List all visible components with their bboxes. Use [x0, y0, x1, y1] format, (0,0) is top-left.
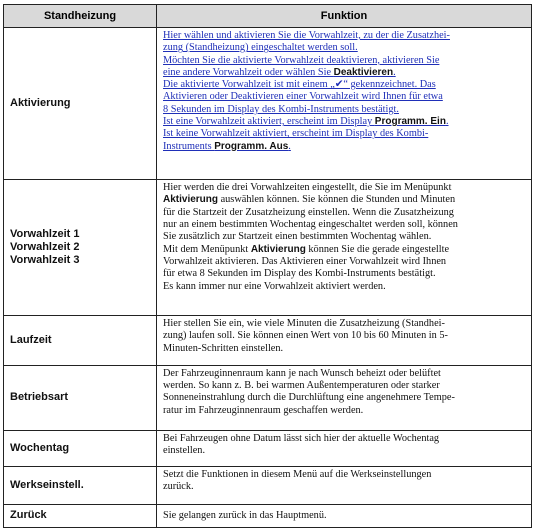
row-description-zurueck	[157, 504, 532, 527]
row-label-aktivierung: Aktivierung	[4, 28, 157, 180]
row-label-betriebsart: Betriebsart	[4, 365, 157, 430]
text-run: Ist keine Vorwahlzeit aktiviert, erscheint im Display des Kombi-	[163, 128, 429, 140]
text-run: .	[393, 66, 396, 78]
text-run: zurück.	[163, 481, 194, 493]
text-run: Ist eine Vorwahlzeit aktiviert, erscheint im Display	[163, 116, 375, 128]
row-label-line: Vorwahlzeit 3	[10, 254, 80, 267]
row-description-wochentag	[157, 430, 532, 467]
text-run: Sie gelangen zurück in das Hauptmenü.	[163, 509, 327, 521]
text-run: einstellen.	[163, 444, 206, 456]
table-row-wochentag	[4, 430, 532, 467]
text-run: auswählen können. Sie können die Stunden und Minuten	[218, 194, 456, 206]
document-page	[3, 4, 531, 528]
row-description-vorwahlzeit	[157, 180, 532, 316]
text-run: .	[288, 140, 291, 152]
menu-term: Programm. Aus	[214, 140, 289, 152]
table-row-laufzeit	[4, 316, 532, 366]
text-run: können Sie die gerade eingestellte	[305, 243, 450, 255]
text-run: für etwa 8 Sekunden im Display des Kombi-Instruments bestätigt.	[163, 268, 436, 280]
text-run: .	[445, 116, 449, 128]
row-label-zurueck: Zurück	[4, 504, 157, 527]
row-label-vorwahlzeit	[4, 180, 157, 316]
row-description-betriebsart	[157, 365, 532, 430]
table-row-betriebsart	[4, 365, 532, 430]
text-run: Setzt die Funktionen in diesem Menü auf die Werkseinstellungen	[163, 469, 432, 481]
menu-term: Aktivierung	[250, 243, 306, 255]
column-header-funktion: Funktion	[157, 5, 532, 28]
text-run: Vorwahlzeit aktivieren. Das Aktivieren einer Vorwahlzeit wird Ihnen	[163, 255, 447, 267]
text-run: Der Fahrzeuginnenraum kann je nach Wunsch beheizt oder belüftet	[163, 367, 441, 379]
text-run: ratur im Fahrzeuginnenraum geschaffen werden.	[163, 404, 364, 416]
table-row-vorwahlzeit	[4, 180, 532, 316]
row-label-werkseinstell: Werkseinstell.	[4, 467, 157, 505]
text-run: Hier werden die drei Vorwahlzeiten eingestellt, die Sie im Menüpunkt	[163, 182, 452, 194]
row-label-laufzeit: Laufzeit	[4, 316, 157, 366]
menu-term: Programm. Ein	[374, 116, 446, 128]
row-label-wochentag: Wochentag	[4, 430, 157, 467]
text-run: Bei Fahrzeugen ohne Datum lässt sich hier der aktuelle Wochentag	[163, 432, 440, 444]
text-run: Möchten Sie die aktivierte Vorwahlzeit deaktivieren, aktivieren Sie	[163, 54, 440, 66]
row-label-line: Vorwahlzeit 2	[10, 241, 80, 254]
text-run: Minuten-Schritten einstellen.	[163, 342, 284, 354]
text-run: werden. So kann z. B. bei warmen Außentemperaturen oder starker	[163, 380, 440, 391]
text-run: Sonneneinstrahlung durch die Durchlüftung eine angenehmere Tempe-	[163, 392, 455, 404]
text-run: zung (Standheizung) eingeschaltet werden soll.	[163, 42, 358, 54]
row-description-laufzeit	[157, 316, 532, 366]
menu-term: Aktivierung	[163, 194, 219, 206]
table-row-werkseinstell	[4, 467, 532, 505]
row-label-line: Vorwahlzeit 1	[10, 228, 80, 241]
row-description-werkseinstell	[157, 467, 532, 505]
text-run: Mit dem Menüpunkt	[163, 243, 251, 255]
text-run: nur an einem bestimmten Wochentag eingeschaltet werden soll, können	[163, 219, 458, 231]
table-header-row	[4, 5, 532, 28]
table-row-aktivierung	[4, 28, 532, 180]
text-run: Es kann immer nur eine Vorwahlzeit aktiviert werden.	[163, 280, 386, 292]
menu-term: Deaktivieren	[333, 66, 394, 78]
text-run: Hier stellen Sie ein, wie viele Minuten die Zusatzheizung (Standhei-	[163, 318, 445, 330]
column-header-standheizung: Standheizung	[4, 5, 157, 28]
text-run: 8 Sekunden im Display des Kombi-Instruments bestätigt.	[163, 103, 399, 115]
text-run: Sie zusätzlich zur Startzeit einen bestimmten Wochentag wählen.	[163, 231, 432, 243]
settings-table	[3, 4, 532, 528]
text-run: Aktivieren oder Deaktivieren einer Vorwahlzeit wird Ihnen für etwa	[163, 91, 443, 103]
text-run: Hier wählen und aktivieren Sie die Vorwahlzeit, zu der die Zusatzhei-	[163, 30, 450, 41]
text-run: eine andere Vorwahlzeit oder wählen Sie	[163, 66, 334, 78]
text-run: zung) laufen soll. Sie können einen Wert von 10 bis 60 Minuten in 5-	[163, 330, 448, 342]
text-run: für die Startzeit der Zusatzheizung einstellen. Wenn die Zusatzheizung	[163, 206, 454, 218]
text-run: Die aktivierte Vorwahlzeit ist mit einem „✔“ gekennzeichnet. Das	[163, 79, 436, 91]
table-row-zurueck	[4, 504, 532, 527]
text-run: Instruments	[163, 140, 215, 152]
row-description-aktivierung[interactable]	[157, 28, 532, 180]
